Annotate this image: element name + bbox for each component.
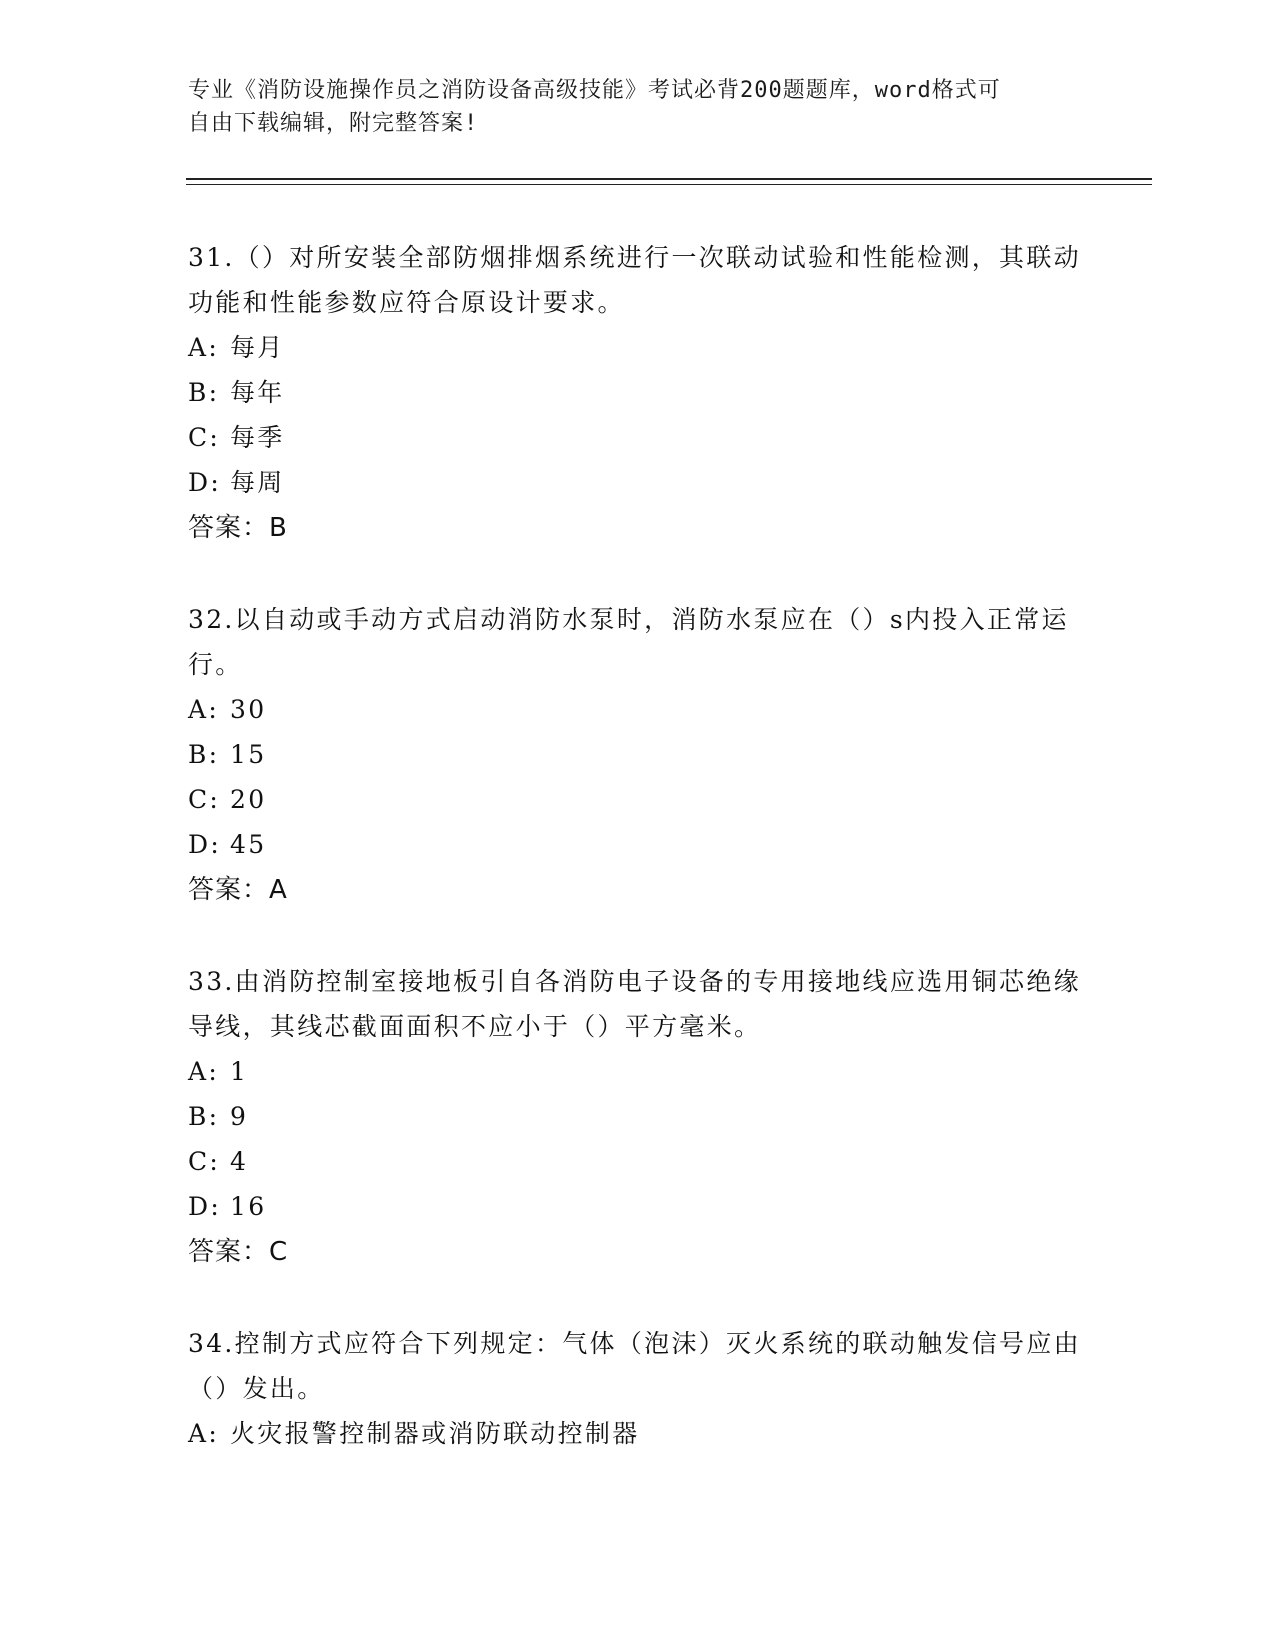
option-text: 1 [230,1057,249,1086]
option-label: B: [188,378,220,407]
option-label: B: [188,1102,220,1131]
question-31 [188,235,1088,551]
question-34 [188,1321,1088,1456]
option-text: 9 [230,1102,249,1131]
option-c [188,1139,1088,1184]
option-text: 4 [230,1147,249,1176]
question-33 [188,959,1088,1275]
question-stem: 33.由消防控制室接地板引自各消防电子设备的专用接地线应选用铜芯绝缘导线，其线芯截面面积不应小于（）平方毫米。 [188,967,1081,1041]
option-c [188,415,1088,460]
option-text: 30 [230,695,267,724]
option-a [188,325,1088,370]
answer-line: 答案：C [188,1237,289,1267]
answer-line: 答案：B [188,513,288,543]
option-text: 每月 [230,333,285,362]
question-list [188,235,1088,1502]
option-label: C: [188,423,221,452]
option-text: 每年 [230,378,285,407]
option-c [188,777,1088,822]
option-text: 15 [230,740,267,769]
header-divider-bottom [186,184,1152,185]
header-line-2: 自由下载编辑，附完整答案! [188,111,479,136]
header-divider-top [186,178,1152,180]
option-a [188,1049,1088,1094]
answer-line: 答案：A [188,875,288,905]
option-label: D: [188,1192,222,1221]
question-stem: 34.控制方式应符合下列规定：气体（泡沫）灭火系统的联动触发信号应由（）发出。 [188,1329,1081,1403]
question-stem: 32.以自动或手动方式启动消防水泵时，消防水泵应在（）s内投入正常运行。 [188,605,1069,679]
option-label: A: [188,333,220,362]
option-text: 16 [230,1192,267,1221]
question-stem: 31.（）对所安装全部防烟排烟系统进行一次联动试验和性能检测，其联动功能和性能参数应符合原设计要求。 [188,243,1081,317]
option-b [188,370,1088,415]
option-text: 火灾报警控制器或消防联动控制器 [230,1419,640,1448]
option-label: D: [188,468,222,497]
option-label: C: [188,1147,221,1176]
option-label: C: [188,785,221,814]
header-line-1: 专业《消防设施操作员之消防设备高级技能》考试必背200题题库，word格式可 [188,78,1001,103]
option-label: B: [188,740,220,769]
option-text: 45 [230,830,267,859]
option-text: 每季 [230,423,285,452]
option-b [188,1094,1088,1139]
option-d [188,822,1088,867]
option-label: A: [188,1057,220,1086]
option-label: A: [188,1419,220,1448]
option-label: D: [188,830,222,859]
option-text: 20 [230,785,267,814]
option-d [188,460,1088,505]
option-text: 每周 [230,468,285,497]
option-b [188,732,1088,777]
option-a [188,1411,1088,1456]
option-d [188,1184,1088,1229]
document-header [188,74,1068,140]
option-a [188,687,1088,732]
question-32 [188,597,1088,913]
option-label: A: [188,695,220,724]
